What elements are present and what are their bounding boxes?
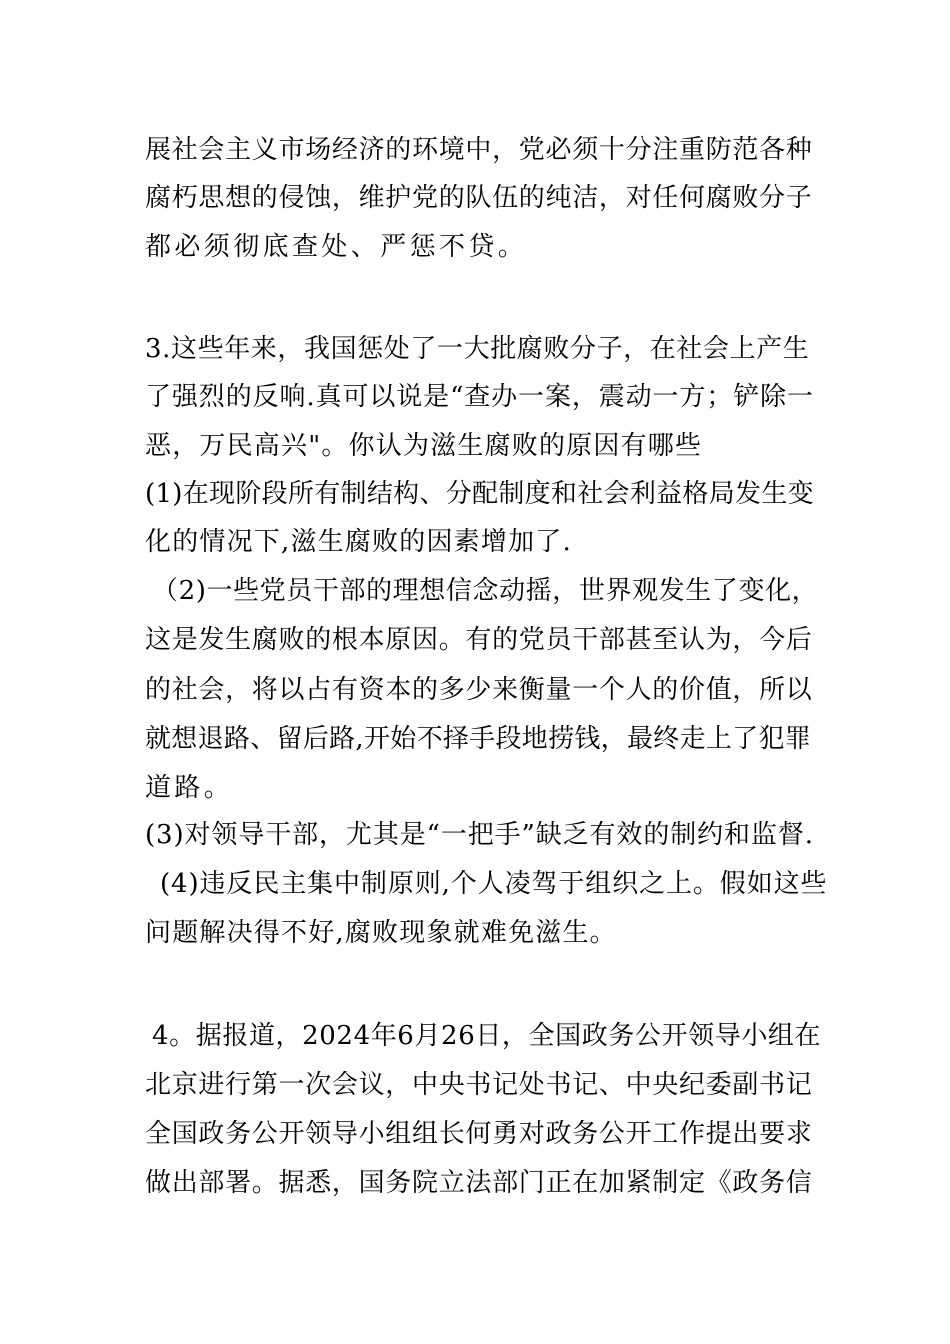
text-line: 腐朽思想的侵蚀，维护党的队伍的纯洁，对任何腐败分子 (145, 183, 813, 213)
answer-item-2-line: 道路。 (145, 773, 234, 803)
answer-item-4-line: 问题解决得不好,腐败现象就难免滋生。 (145, 918, 617, 948)
question-3-line: 3.这些年来，我国惩处了一大批腐败分子，在社会上产生 (145, 334, 810, 364)
answer-item-2-line: （2)一些党员干部的理想信念动摇，世界观发生了变化， (152, 576, 819, 606)
question-3-line: 恶，万民高兴"。你认为滋生腐败的原因有哪些 (145, 431, 703, 461)
answer-item-2-line: 的社会，将以占有资本的多少来衡量一个人的价值，所以 (145, 675, 813, 705)
question-4-line: 北京进行第一次会议，中央书记处书记、中央纪委副书记 (145, 1070, 813, 1100)
question-4-line: 4。据报道，2024年6月26日，全国政务公开领导小组在 (152, 1021, 822, 1051)
text-line: 都必须彻底查处、严惩不贷。 (145, 232, 528, 262)
question-3-line: 了强烈的反响.真可以说是“查办一案，震动一方；铲除一 (145, 382, 814, 412)
answer-item-2-line: 就想退路、留后路,开始不择手段地捞钱，最终走上了犯罪 (145, 724, 812, 754)
text-line: 展社会主义市场经济的环境中，党必须十分注重防范各种 (145, 135, 813, 165)
answer-item-4-line: (4)违反民主集中制原则,个人凌驾于组织之上。假如这些 (160, 869, 828, 899)
question-4-line: 全国政务公开领导小组组长何勇对政务公开工作提出要求 (145, 1119, 813, 1149)
answer-item-2-line: 这是发生腐败的根本原因。有的党员干部甚至认为，今后 (145, 625, 813, 655)
answer-item-1-line: 化的情况下,滋生腐败的因素增加了. (145, 527, 572, 557)
answer-item-1-line: (1)在现阶段所有制结构、分配制度和社会利益格局发生变 (145, 479, 814, 509)
answer-item-3-line: (3)对领导干部，尤其是“一把手”缺乏有效的制约和监督. (145, 820, 814, 850)
question-4-line: 做出部署。据悉，国务院立法部门正在加紧制定《政务信 (145, 1168, 813, 1198)
